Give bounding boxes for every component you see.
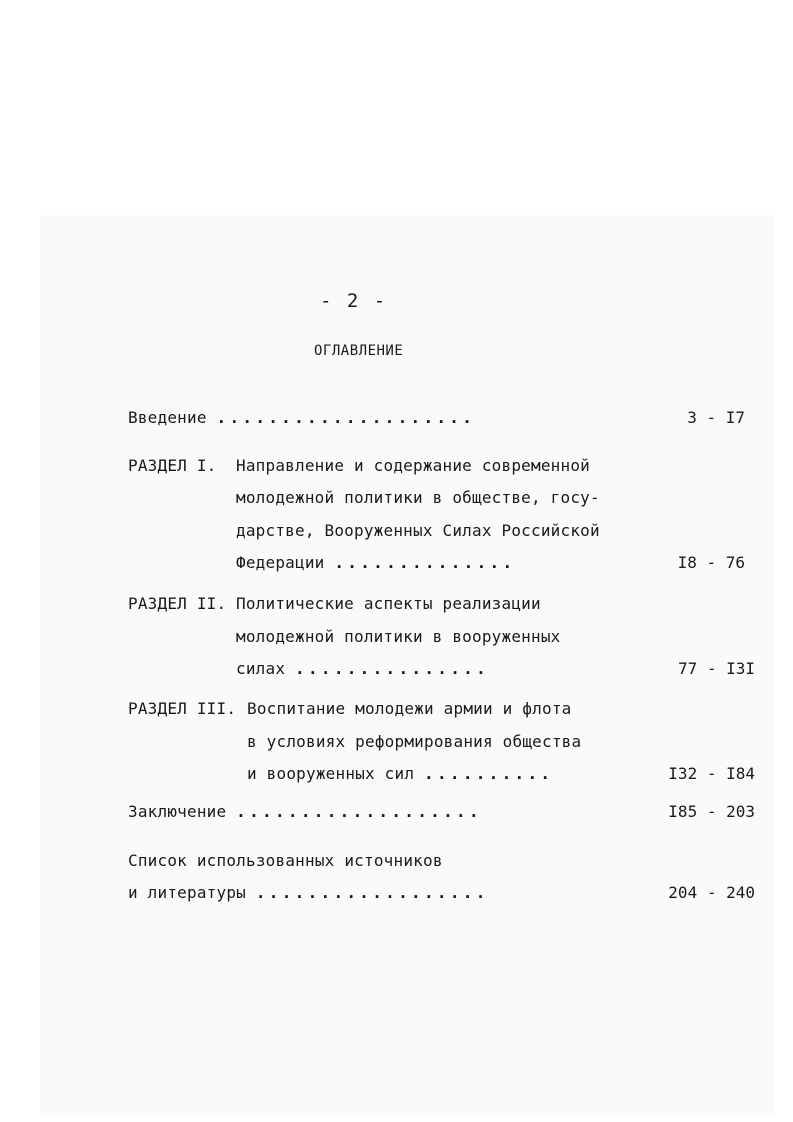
section-3-line-1: Воспитание молодежи армии и флота [247,699,572,718]
entry-pages: 3 - I7 [687,408,745,427]
bibliography-line-2 [128,883,489,902]
leader-dots: .................. [255,883,489,902]
entry-label: и литературы [128,883,246,902]
leader-dots: ................... [236,802,482,821]
entry-label: Введение [128,408,207,427]
toc-entry-introduction [128,408,475,427]
section-1-line-2: молодежной политики в обществе, госу- [236,488,600,507]
entry-label: Федерации [236,553,325,572]
section-1-line-3: дарстве, Вооруженных Силах Российской [236,521,600,540]
leader-dots: ............... [295,659,490,678]
section-1-line-4 [236,553,515,572]
entry-label: силах [236,659,286,678]
entry-pages: I8 - 76 [677,553,745,572]
leader-dots: .............. [334,553,516,572]
page-number: - 2 - [320,290,388,312]
leader-dots: .......... [424,764,554,783]
section-3-line-3 [247,764,553,783]
entry-pages: I85 - 203 [668,802,755,821]
section-1-label: РАЗДЕЛ I. [128,456,217,475]
section-3-line-2: в условиях реформирования общества [247,732,582,751]
entry-pages: 204 - 240 [668,883,755,902]
bibliography-line-1: Список использованных источников [128,851,443,870]
toc-entry-conclusion [128,802,482,821]
section-2-line-2: молодежной политики в вооруженных [236,627,561,646]
toc-title: ОГЛАВЛЕНИЕ [314,343,404,359]
section-2-line-1: Политические аспекты реализации [236,594,541,613]
section-2-label: РАЗДЕЛ II. [128,594,227,613]
entry-pages: 77 - I3I [677,659,755,678]
entry-label: и вооруженных сил [247,764,415,783]
leader-dots: .................... [216,408,476,427]
section-2-line-3 [236,659,489,678]
entry-pages: I32 - I84 [668,764,755,783]
section-1-line-1: Направление и содержание современной [236,456,590,475]
entry-label: Заключение [128,802,227,821]
section-3-label: РАЗДЕЛ III. [128,699,237,718]
